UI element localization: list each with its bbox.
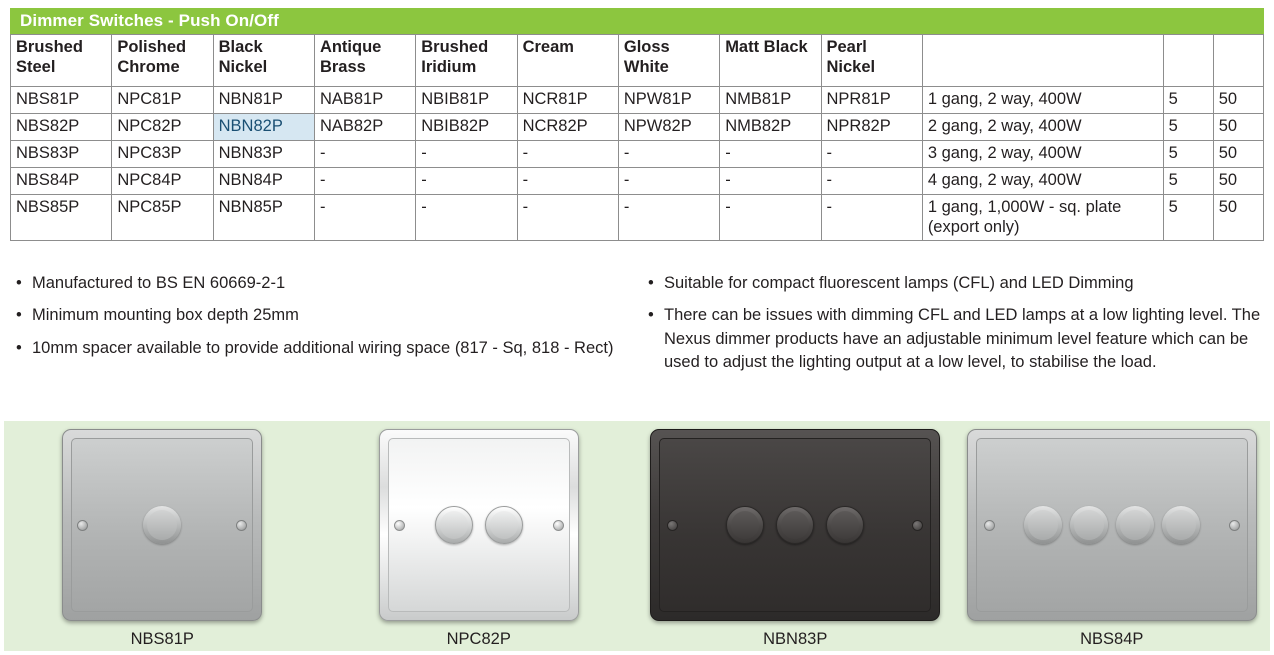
cell-code: NBIB82P — [416, 114, 517, 141]
cell-description: 4 gang, 2 way, 400W — [922, 168, 1163, 195]
dimmer-knob-icon — [776, 506, 814, 544]
cell-code: NBN83P — [213, 141, 314, 168]
cell-outer-qty: 50 — [1213, 195, 1263, 241]
dimmer-knob-icon — [143, 506, 181, 544]
cell-code: NBS82P — [11, 114, 112, 141]
cell-code: - — [618, 195, 719, 241]
cell-description: 2 gang, 2 way, 400W — [922, 114, 1163, 141]
table-header-row — [11, 35, 1264, 87]
bullet-dot-icon: • — [648, 274, 654, 292]
cell-code: NBN85P — [213, 195, 314, 241]
cell-code: - — [416, 141, 517, 168]
column-header-outer-qty — [1213, 35, 1263, 87]
cell-inner-qty: 5 — [1163, 114, 1213, 141]
list-item-text: There can be issues with dimming CFL and LED lamps at a low lighting level. The Nexus dimmer products have an adjustable minimum level feature which can be used to adjust the lighting output at a low level, to stabilise the load. — [664, 306, 1261, 372]
cell-code: - — [720, 168, 821, 195]
table-row — [11, 141, 1264, 168]
cell-code: NBN81P — [213, 87, 314, 114]
product-item[interactable] — [954, 421, 1271, 649]
cell-inner-qty: 5 — [1163, 87, 1213, 114]
list-item — [14, 337, 626, 360]
product-item[interactable] — [321, 421, 638, 649]
column-header-brushed-iridium: Brushed Iridium — [416, 35, 517, 87]
product-caption: NPC82P — [446, 630, 511, 648]
list-item-text: Suitable for compact fluorescent lamps (CFL) and LED Dimming — [664, 274, 1134, 292]
cell-code: - — [821, 168, 922, 195]
switch-plate-image-polished-chrome-2gang — [379, 429, 579, 621]
product-caption: NBS84P — [1080, 630, 1144, 648]
product-caption: NBN83P — [763, 630, 828, 648]
column-header-black-nickel: Black Nickel — [213, 35, 314, 87]
cell-code: NBN84P — [213, 168, 314, 195]
column-header-pearl-nickel: Pearl Nickel — [821, 35, 922, 87]
cell-description: 1 gang, 1,000W - sq. plate (export only) — [922, 195, 1163, 241]
cell-outer-qty: 50 — [1213, 114, 1263, 141]
cell-code: - — [416, 168, 517, 195]
dimmer-knob-group — [63, 506, 261, 544]
dimmer-knob-group — [380, 506, 578, 544]
bullet-dot-icon: • — [16, 338, 22, 357]
bullet-dot-icon: • — [648, 306, 654, 325]
cell-code: - — [314, 168, 415, 195]
list-item-text: Minimum mounting box depth 25mm — [32, 306, 299, 325]
cell-code: - — [416, 195, 517, 241]
cell-code: - — [821, 141, 922, 168]
cell-code: NPC83P — [112, 141, 213, 168]
dimmer-knob-icon — [1116, 506, 1154, 544]
cell-code: NAB82P — [314, 114, 415, 141]
cell-code: NPR82P — [821, 114, 922, 141]
cell-code: NCR81P — [517, 87, 618, 114]
dimmer-knob-icon — [1024, 506, 1062, 544]
cell-outer-qty: 50 — [1213, 141, 1263, 168]
dimmer-knob-icon — [726, 506, 764, 544]
cell-code: NBS85P — [11, 195, 112, 241]
switch-plate-image-brushed-steel-4gang — [967, 429, 1257, 621]
bullet-dot-icon: • — [16, 274, 22, 292]
cell-code: NCR82P — [517, 114, 618, 141]
cell-code: - — [821, 195, 922, 241]
cell-code: - — [517, 168, 618, 195]
product-code-table — [10, 34, 1264, 241]
section-title: Dimmer Switches - Push On/Off — [10, 8, 1264, 34]
cell-code: - — [517, 195, 618, 241]
features-list-left — [14, 272, 626, 369]
cell-code: NBS83P — [11, 141, 112, 168]
product-item[interactable] — [4, 421, 321, 649]
column-header-description — [922, 35, 1163, 87]
column-header-inner-qty — [1163, 35, 1213, 87]
cell-code: NAB81P — [314, 87, 415, 114]
table-row — [11, 114, 1264, 141]
column-header-antique-brass: Antique Brass — [314, 35, 415, 87]
list-item-text: Manufactured to BS EN 60669-2-1 — [32, 274, 286, 292]
list-item — [14, 304, 626, 327]
cell-code: NPC82P — [112, 114, 213, 141]
dimmer-knob-group — [651, 506, 939, 544]
cell-description: 1 gang, 2 way, 400W — [922, 87, 1163, 114]
column-header-gloss-white: Gloss White — [618, 35, 719, 87]
cell-code: NBIB81P — [416, 87, 517, 114]
cell-code: - — [314, 141, 415, 168]
product-gallery — [4, 421, 1270, 651]
cell-inner-qty: 5 — [1163, 195, 1213, 241]
dimmer-knob-icon — [435, 506, 473, 544]
table-row — [11, 168, 1264, 195]
cell-code: - — [720, 195, 821, 241]
cell-code: NPC81P — [112, 87, 213, 114]
list-item — [646, 304, 1266, 374]
column-header-matt-black: Matt Black — [720, 35, 821, 87]
features-list-right — [646, 272, 1266, 384]
cell-code: NPC85P — [112, 195, 213, 241]
cell-code: NPW81P — [618, 87, 719, 114]
cell-code: NMB82P — [720, 114, 821, 141]
cell-code: - — [618, 168, 719, 195]
cell-description: 3 gang, 2 way, 400W — [922, 141, 1163, 168]
cell-code: NPC84P — [112, 168, 213, 195]
cell-code: NPR81P — [821, 87, 922, 114]
cell-outer-qty: 50 — [1213, 87, 1263, 114]
dimmer-knob-icon — [485, 506, 523, 544]
cell-outer-qty: 50 — [1213, 168, 1263, 195]
product-item[interactable] — [637, 421, 954, 649]
list-item — [14, 272, 626, 295]
cell-code: - — [720, 141, 821, 168]
product-image-strip — [4, 421, 1270, 651]
switch-plate-image-brushed-steel-1gang — [62, 429, 262, 621]
cell-code: - — [314, 195, 415, 241]
bullet-dot-icon: • — [16, 306, 22, 325]
column-header-polished-chrome: Polished Chrome — [112, 35, 213, 87]
table-row — [11, 87, 1264, 114]
column-header-cream: Cream — [517, 35, 618, 87]
dimmer-knob-icon — [826, 506, 864, 544]
list-item-text: 10mm spacer available to provide additional wiring space (817 - Sq, 818 - Rect) — [32, 338, 614, 357]
column-header-brushed-steel: Brushed Steel — [11, 35, 112, 87]
cell-code: NBS84P — [11, 168, 112, 195]
cell-inner-qty: 5 — [1163, 168, 1213, 195]
product-caption: NBS81P — [130, 630, 194, 648]
list-item — [646, 272, 1266, 295]
dimmer-knob-icon — [1070, 506, 1108, 544]
cell-code: - — [517, 141, 618, 168]
table-row — [11, 195, 1264, 241]
dimmer-knob-icon — [1162, 506, 1200, 544]
cell-code: NPW82P — [618, 114, 719, 141]
cell-code: NBS81P — [11, 87, 112, 114]
cell-code: - — [618, 141, 719, 168]
cell-code-highlighted[interactable]: NBN82P — [213, 114, 314, 141]
cell-code: NMB81P — [720, 87, 821, 114]
cell-inner-qty: 5 — [1163, 141, 1213, 168]
dimmer-knob-group — [968, 506, 1256, 544]
switch-plate-image-black-nickel-3gang — [650, 429, 940, 621]
